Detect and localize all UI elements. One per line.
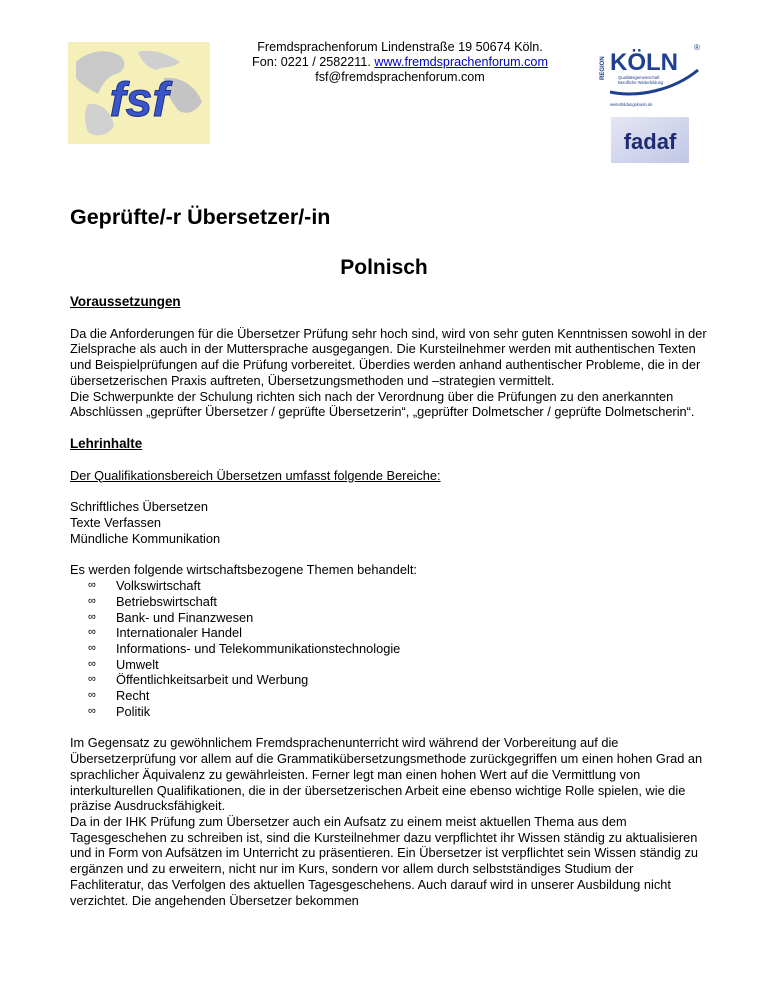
voraussetzungen-paragraph-1: Da die Anforderungen für die Übersetzer Prüfung sehr hoch sind, wird von sehr guten Kenntnissen sowohl in der Zielsprache als auch in der Muttersprache ausgegangen. Die Kursteilnehmer werden mit authentischen Texten und Beispielprüfungen auf die Prüfung vorbereitet. Überdies werden anhand authentischer Probleme, die in der übersetzerischen Praxis auftreten, Übersetzungsmethoden und –strategien vermittelt. [70,325,707,388]
contact-block [220,40,580,85]
koln-region-logo [598,40,702,114]
themen-item: ∞ Volkswirtschaft [88,578,201,594]
fsf-logo [68,42,210,144]
infinity-bullet-icon: ∞ [88,610,96,623]
website-link[interactable]: www.fremdsprachenforum.com [374,55,548,69]
bereiche-list [70,499,710,546]
themen-item: ∞ Politik [88,703,151,719]
qualifikation-intro: Der Qualifikationsbereich Übersetzen umfasst folgende Bereiche: [70,467,441,483]
infinity-bullet-icon: ∞ [88,704,96,717]
infinity-bullet-icon: ∞ [88,657,96,670]
registered-mark: ® [694,43,700,52]
infinity-bullet-icon: ∞ [88,673,96,686]
contact-phone: Fon: 0221 / 2582211. [252,55,375,69]
page-subtitle: Polnisch [340,256,428,279]
themen-item: ∞ Betriebswirtschaft [88,593,217,609]
bereich-item: Schriftliches Übersetzen [70,499,208,515]
fsf-logo-text: fsf [109,74,169,127]
koln-region-text: REGION [600,56,606,80]
koln-subtitle-2: Berufliche Weiterbildung [618,80,664,85]
infinity-bullet-icon: ∞ [88,641,96,654]
themen-item: ∞ Recht [88,688,150,704]
fadaf-logo [611,117,689,163]
infinity-bullet-icon: ∞ [88,579,96,592]
themen-item: ∞ Internationaler Handel [88,625,242,641]
contact-email[interactable]: fsf@fremdsprachenforum.com [315,70,485,84]
themen-intro: Es werden folgende wirtschaftsbezogene Themen behandelt: [70,562,417,578]
infinity-bullet-icon: ∞ [88,626,96,639]
voraussetzungen-paragraph-2: Die Schwerpunkte der Schulung richten sich nach der Verordnung über die Prüfungen zu den anerkannten Abschlüssen „geprüfter Übersetzer / geprüfte Übersetzerin“, „geprüfter Dolmetscher / geprüfte Dolmetscherin“. [70,388,695,420]
fadaf-logo-text: fadaf [623,129,677,154]
themen-item: ∞ Informations- und Telekommunikationstechnologie [88,640,401,656]
lehrinhalte-heading: Lehrinhalte [70,435,143,451]
main-content [70,294,710,908]
themen-item: ∞ Öffentlichkeitsarbeit und Werbung [88,672,309,688]
koln-url: weiterbildungskoeln.de [610,102,653,107]
lehrinhalte-paragraph-2: Da in der IHK Prüfung zum Übersetzer auch ein Aufsatz zu einem meist aktuellen Thema aus dem Tagesgeschehen zu schreiben ist, sind die Kursteilnehmer dazu verpflichtet ihr Wissen ständig zu aktualisieren und in Form von Aufsätzen im Unterricht zu präsentieren. Ein Übersetzer ist verpflichtet sein Wissen ständig zu ergänzen und zu erweitern, nicht nur im Kurs, sondern vor allem durch selbstständiges Studium der Fachliteratur, das Verfolgen des aktuellen Tagesgeschehens. Auch darauf wird in unserer Ausbildung nicht verzichtet. Die angehenden Übersetzer bekommen [70,813,699,908]
koln-logo-text: KÖLN [610,49,678,76]
lehrinhalte-paragraph-1: Im Gegensatz zu gewöhnlichem Fremdsprachenunterricht wird während der Vorbereitung auf die Übersetzerprüfung vor allem auf die Grammatikübersetzungsmethode zurückgegriffen um einen hohen Grad an sprachlicher Äquivalenz zu gewährleisten. Ferner legt man einen hohen Wert auf die Vermittlung von interkulturellen Qualifikationen, die in der übersetzerischen Arbeit eine ebenso wichtige Rolle spielen, wie die präzise Ausdrucksfähigkeit. [70,735,703,814]
themen-item: ∞ Bank- und Finanzwesen [88,609,254,625]
voraussetzungen-heading: Voraussetzungen [70,294,181,309]
themen-list [70,578,710,719]
infinity-bullet-icon: ∞ [88,689,96,702]
contact-phone-line [220,55,580,70]
koln-subtitle-1: Qualitätsgemeinschaft [618,75,660,80]
page-title: Geprüfte/-r Übersetzer/-in [70,205,331,229]
bereich-item: Mündliche Kommunikation [70,530,221,546]
contact-address: Fremdsprachenforum Lindenstraße 19 50674 Köln. [257,40,543,54]
infinity-bullet-icon: ∞ [88,594,96,607]
bereich-item: Texte Verfassen [70,515,162,531]
themen-item: ∞ Umwelt [88,656,159,672]
